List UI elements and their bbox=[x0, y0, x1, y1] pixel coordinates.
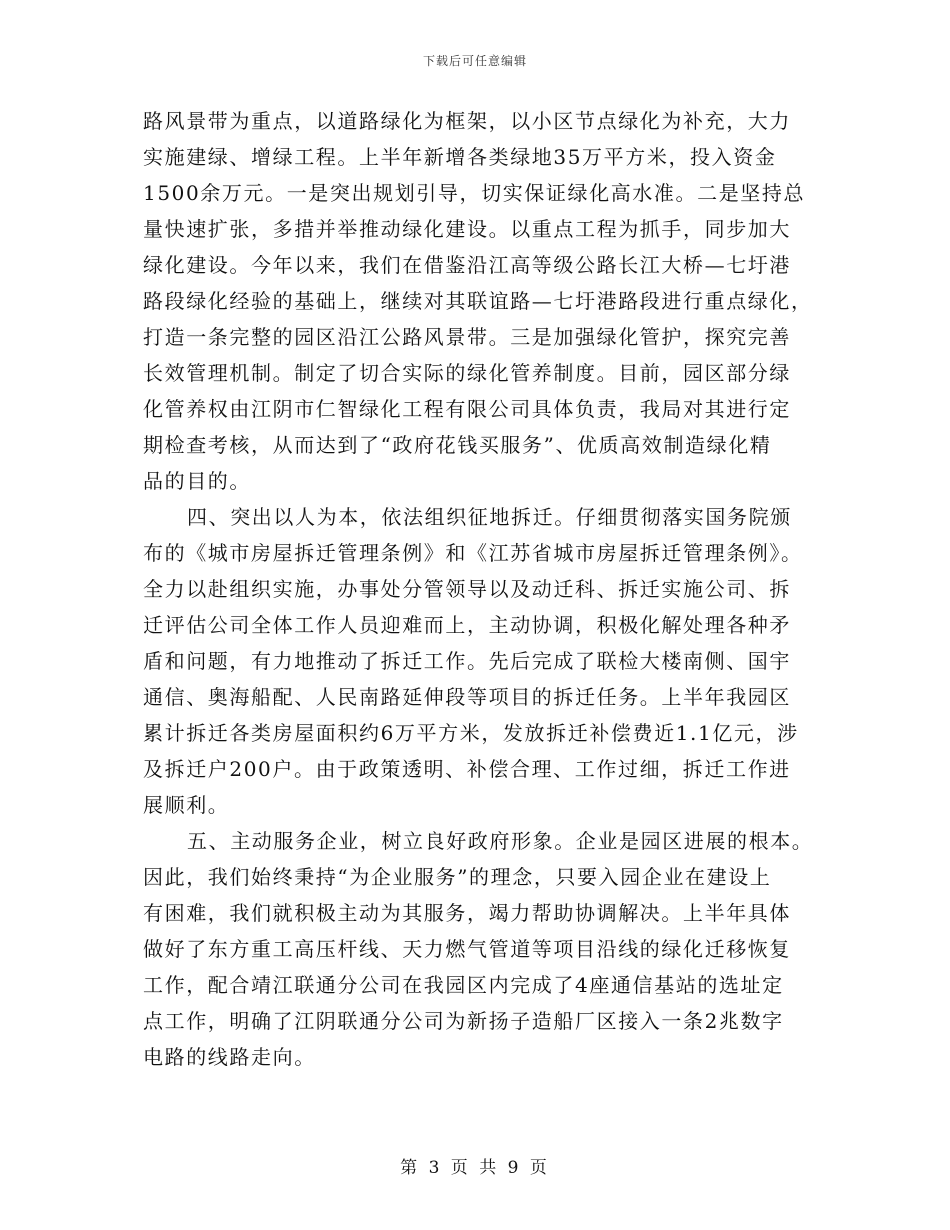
text-line: 量快速扩张，多措并举推动绿化建设。以重点工程为抓手，同步加大 bbox=[143, 217, 791, 241]
page-number-footer: 第 3 页 共 9 页 bbox=[400, 1158, 550, 1178]
text-line: 点工作，明确了江阴联通分公司为新扬子造船厂区接入一条2兆数字 bbox=[143, 1009, 784, 1033]
text-line: 迁评估公司全体工作人员迎难而上，主动协调，积极化解处理各种矛 bbox=[143, 613, 791, 637]
text-line: 布的《城市房屋拆迁管理条例》和《江苏省城市房屋拆迁管理条例》。 bbox=[143, 541, 803, 565]
text-line: 绿化建设。今年以来，我们在借鉴沿江高等级公路长江大桥—七圩港 bbox=[143, 253, 791, 277]
text-line: 1500余万元。一是突出规划引导，切实保证绿化高水准。二是坚持总 bbox=[143, 181, 806, 205]
text-line: 盾和问题，有力地推动了拆迁工作。先后完成了联检大楼南侧、国宇 bbox=[143, 649, 791, 673]
text-line: 路风景带为重点，以道路绿化为框架，以小区节点绿化为补充，大力 bbox=[143, 109, 791, 133]
text-line: 展顺利。 bbox=[143, 793, 230, 817]
text-line: 累计拆迁各类房屋面积约6万平方米，发放拆迁补偿费近1.1亿元，涉 bbox=[143, 721, 799, 745]
text-line: 工作，配合靖江联通分公司在我园区内完成了4座通信基站的选址定 bbox=[143, 973, 784, 997]
page-header: 下载后可任意编辑 bbox=[422, 54, 527, 68]
text-line: 实施建绿、增绿工程。上半年新增各类绿地35万平方米，投入资金 bbox=[143, 145, 777, 169]
text-line: 期检查考核，从而达到了“政府花钱买服务”、优质高效制造绿化精 bbox=[143, 433, 772, 457]
text-line: 长效管理机制。制定了切合实际的绿化管养制度。目前，园区部分绿 bbox=[143, 361, 791, 385]
text-line: 通信、奥海船配、人民南路延伸段等项目的拆迁任务。上半年我园区 bbox=[143, 685, 791, 709]
text-line: 因此，我们始终秉持“为企业服务”的理念，只要入园企业在建设上 bbox=[143, 865, 772, 889]
paragraph-first-line: 四、突出以人为本，依法组织征地拆迁。仔细贯彻落实国务院颁 bbox=[187, 505, 792, 529]
paragraph-first-line: 五、主动服务企业，树立良好政府形象。企业是园区进展的根本。 bbox=[187, 829, 813, 853]
text-line: 化管养权由江阴市仁智绿化工程有限公司具体负责，我局对其进行定 bbox=[143, 397, 791, 421]
text-line: 有困难，我们就积极主动为其服务，竭力帮助协调解决。上半年具体 bbox=[143, 901, 791, 925]
text-line: 做好了东方重工高压杆线、天力燃气管道等项目沿线的绿化迁移恢复 bbox=[143, 937, 791, 961]
text-line: 打造一条完整的园区沿江公路风景带。三是加强绿化管护，探究完善 bbox=[143, 325, 791, 349]
text-line: 全力以赴组织实施，办事处分管领导以及动迁科、拆迁实施公司、拆 bbox=[143, 577, 791, 601]
document-body bbox=[143, 103, 813, 1075]
text-line: 品的目的。 bbox=[143, 469, 251, 493]
text-line: 电路的线路走向。 bbox=[143, 1045, 316, 1069]
text-line: 路段绿化经验的基础上，继续对其联谊路—七圩港路段进行重点绿化， bbox=[143, 289, 813, 313]
text-line: 及拆迁户200户。由于政策透明、补偿合理、工作过细，拆迁工作进 bbox=[143, 757, 791, 781]
